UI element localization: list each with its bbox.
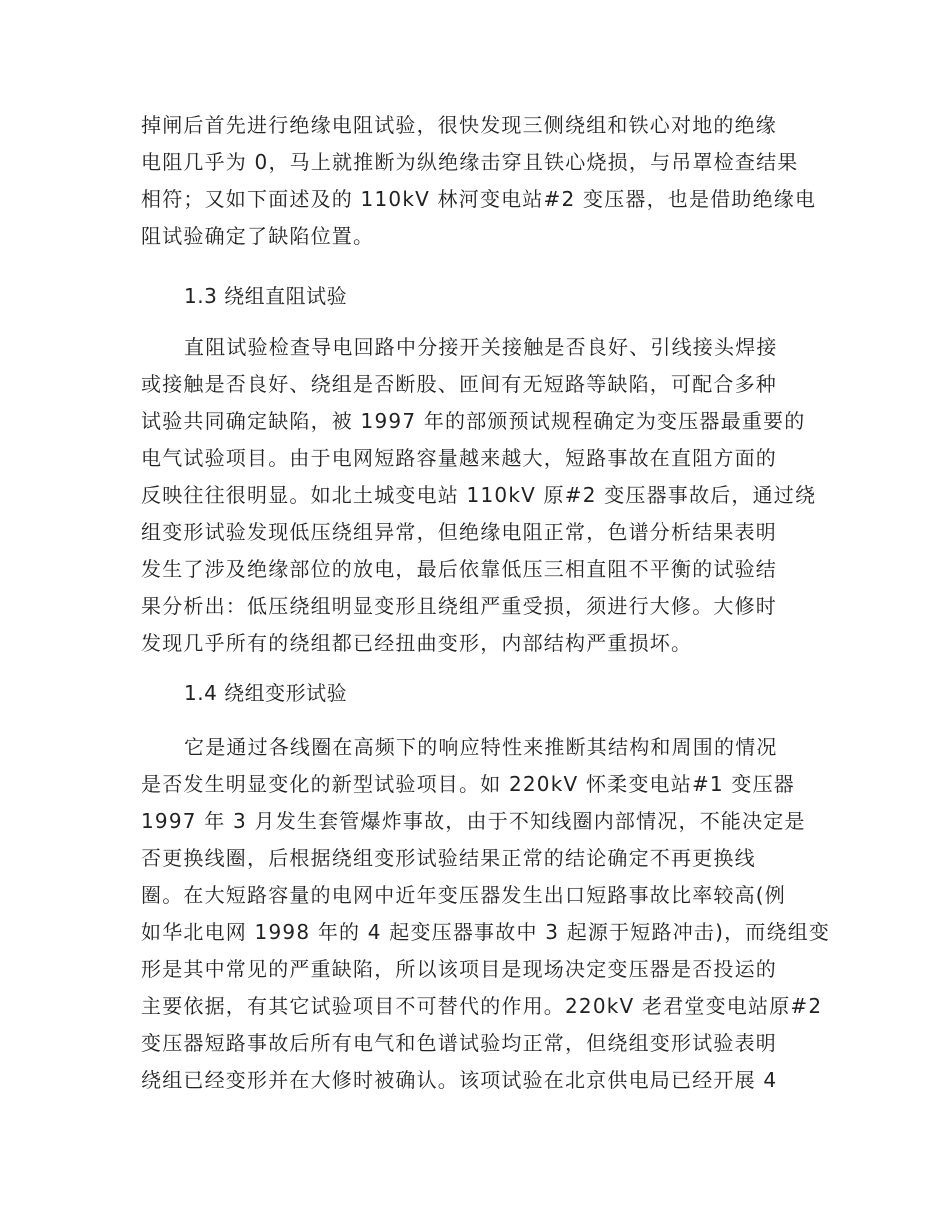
paragraph-line: 掉闸后首先进行绝缘电阻试验，很快发现三侧绕组和铁心对地的绝缘 (141, 113, 777, 137)
paragraph-line: 是否发生明显变化的新型试验项目。如 220kV 怀柔变电站#1 变压器 (141, 772, 795, 796)
paragraph-line: 电阻几乎为 0，马上就推断为纵绝缘击穿且铁心烧损，与吊罩检查结果 (141, 150, 799, 174)
paragraph-line: 否更换线圈，后根据绕组变形试验结果正常的结论确定不再更换线 (141, 846, 756, 870)
paragraph-line: 形是其中常见的严重缺陷，所以该项目是现场决定变压器是否投运的 (141, 957, 777, 981)
section-heading: 1.4 绕组变形试验 (184, 681, 348, 705)
paragraph-line: 变压器短路事故后所有电气和色谱试验均正常，但绕组变形试验表明 (141, 1031, 777, 1055)
paragraph-line: 发现几乎所有的绕组都已经扭曲变形，内部结构严重损坏。 (141, 631, 693, 655)
paragraph-line: 发生了涉及绝缘部位的放电，最后依靠低压三相直阻不平衡的试验结 (141, 557, 777, 581)
paragraph-line: 主要依据，有其它试验项目不可替代的作用。220kV 老君堂变电站原#2 (141, 994, 823, 1018)
paragraph-line: 果分析出：低压绕组明显变形且绕组严重受损，须进行大修。大修时 (141, 594, 777, 618)
paragraph-line: 圈。在大短路容量的电网中近年变压器发生出口短路事故比率较高(例 (141, 883, 787, 907)
paragraph-line: 或接触是否良好、绕组是否断股、匝间有无短路等缺陷，可配合多种 (141, 372, 777, 396)
paragraph-line: 绕组已经变形并在大修时被确认。该项试验在北京供电局已经开展 4 (141, 1068, 778, 1092)
paragraph-line: 如华北电网 1998 年的 4 起变压器事故中 3 起源于短路冲击)，而绕组变 (141, 920, 831, 944)
paragraph-line: 电气试验项目。由于电网短路容量越来越大，短路事故在直阻方面的 (141, 446, 777, 470)
paragraph-line: 阻试验确定了缺陷位置。 (141, 224, 375, 248)
paragraph-line: 试验共同确定缺陷，被 1997 年的部颁预试规程确定为变压器最重要的 (141, 409, 806, 433)
paragraph-line: 它是通过各线圈在高频下的响应特性来推断其结构和周围的情况 (184, 735, 778, 759)
paragraph-line: 1997 年 3 月发生套管爆炸事故，由于不知线圈内部情况，不能决定是 (141, 809, 806, 833)
paragraph-line: 反映往往很明显。如北土城变电站 110kV 原#2 变压器事故后，通过绕 (141, 483, 817, 507)
paragraph-line: 相符；又如下面述及的 110kV 林河变电站#2 变压器，也是借助绝缘电 (141, 187, 817, 211)
paragraph-line: 直阻试验检查导电回路中分接开关接触是否良好、引线接头焊接 (184, 335, 778, 359)
section-heading: 1.3 绕组直阻试验 (184, 284, 348, 308)
paragraph-line: 组变形试验发现低压绕组异常，但绝缘电阻正常，色谱分析结果表明 (141, 520, 777, 544)
